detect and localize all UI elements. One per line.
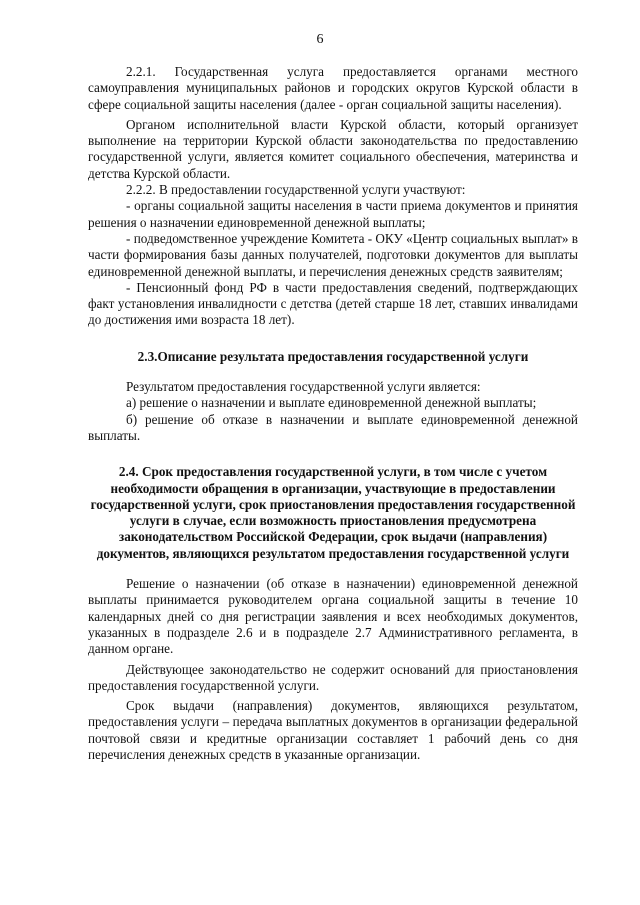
document-body — [88, 64, 578, 763]
paragraph-2-2-1: 2.2.1. Государственная услуга предоставляется органами местного самоуправления муниципальных районов и городских округов Курской области в сфере социальной защиты населения (далее - орган социальной защиты населения). — [88, 64, 578, 112]
paragraph-delivery-term: Срок выдачи (направления) документов, являющихся результатом, предоставления услуги – передача выплатных документов в организации федеральной почтовой связи и кредитные организации составляет 1 рабочий день со дня перечисления денежных средств в указанные организации. — [88, 698, 578, 762]
section-heading-2-3: 2.3.Описание результата предоставления государственной услуги — [137, 348, 529, 364]
page-number: 6 — [316, 32, 324, 47]
participant-item-payments-center: - подведомственное учреждение Комитета - ОКУ «Центр социальных выплат» в части формирования базы данных получателей, подготовки документов для выплаты единовременной денежной выплаты, и перечисления денежных средств заявителям; — [88, 230, 578, 279]
participant-item-pension-fund: - Пенсионный фонд РФ в части предоставления сведений, подтверждающих факт установления инвалидности с детства (детей старше 18 лет, ставших инвалидами до достижения ими возраста 18 лет). — [88, 279, 578, 328]
result-item-b: б) решение об отказе в назначении и выплате единовременной денежной выплаты. — [88, 411, 578, 443]
paragraph-2-2-2: 2.2.2. В предоставлении государственной услуги участвуют: — [126, 182, 466, 198]
result-item-a: а) решение о назначении и выплате единовременной денежной выплаты; — [126, 395, 537, 411]
paragraph-result-intro: Результатом предоставления государственной услуги является: — [126, 379, 481, 395]
paragraph-executive-body: Органом исполнительной власти Курской области, который организует выполнение на территории Курской области законодательства по предоставлению государственной услуги, является комитет социального обеспечения, материнства и детства Курской области. — [88, 116, 578, 181]
section-heading-2-4: 2.4. Срок предоставления государственной услуги, в том числе с учетом необходимости обращения в организации, участвующие в предоставлении государственной услуги, срок приостановления предоставления государственной услуги в случае, если возможность приостановления предусмотрена законодательством Российской Федерации, срок выдачи (направления) документов, являющихся результатом предоставления государственной услуги — [90, 464, 576, 561]
paragraph-no-suspension: Действующее законодательство не содержит оснований для приостановления предоставления государственной услуги. — [88, 661, 578, 693]
paragraph-decision-term: Решение о назначении (об отказе в назначении) единовременной денежной выплаты принимается руководителем органа социальной защиты в течение 10 календарных дней со дня регистрации заявления и всех необходимых документов, указанных в подразделе 2.6 и в подразделе 2.7 Административного регламента, в данном органе. — [88, 576, 578, 657]
participant-item-social-protection: - органы социальной защиты населения в части приема документов и принятия решения о назначении единовременной денежной выплаты; — [88, 198, 578, 230]
